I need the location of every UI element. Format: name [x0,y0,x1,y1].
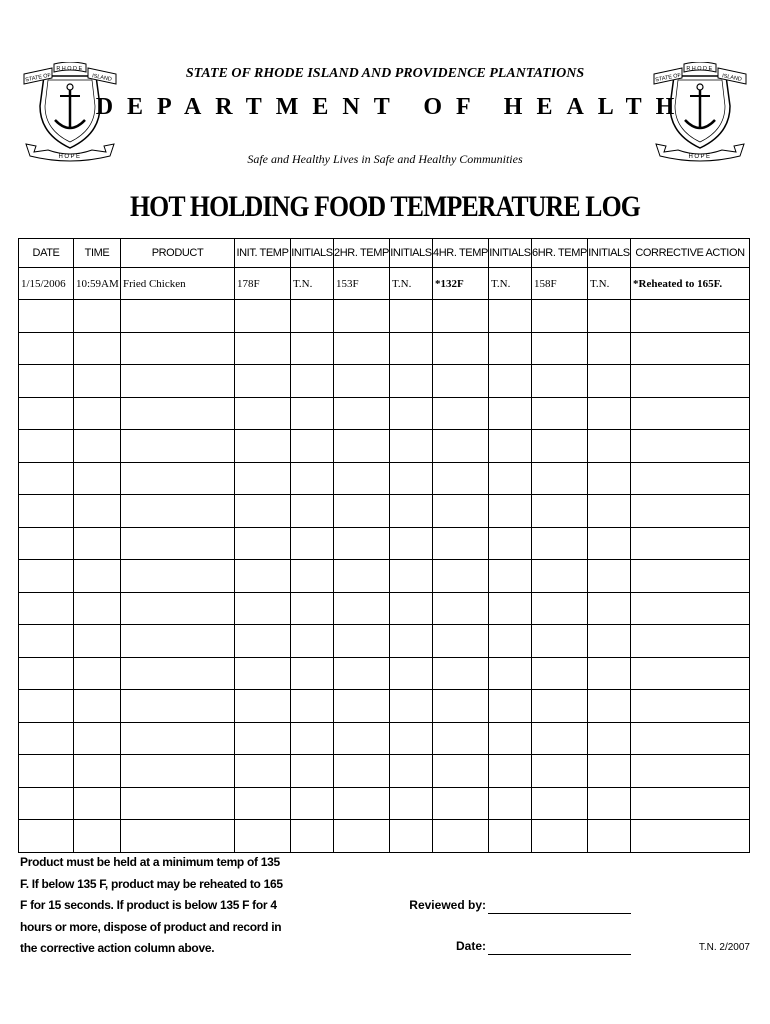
table-cell[interactable] [121,657,235,690]
table-cell[interactable] [489,560,532,593]
seal-banner-top: RHODE [686,66,714,72]
table-cell[interactable] [631,365,750,398]
table-cell[interactable] [334,625,390,658]
table-row [19,332,750,365]
table-cell[interactable] [235,365,291,398]
table-cell[interactable] [390,625,433,658]
table-row [19,625,750,658]
column-header: CORRECTIVE ACTION [631,239,750,268]
table-cell[interactable] [19,755,74,788]
table-cell[interactable] [74,820,121,853]
table-cell[interactable] [121,722,235,755]
table-cell[interactable] [390,462,433,495]
table-cell[interactable] [334,495,390,528]
department-heading: DEPARTMENT OF HEALTH [95,94,689,120]
table-header-row [19,239,750,268]
table-cell[interactable]: 158F [532,268,588,300]
table-cell[interactable] [433,430,489,463]
table-cell[interactable] [433,722,489,755]
table-row [19,787,750,820]
table-cell[interactable] [334,430,390,463]
table-cell[interactable] [235,690,291,723]
table-cell[interactable] [235,657,291,690]
table-cell[interactable]: 153F [334,268,390,300]
table-cell[interactable] [433,397,489,430]
table-cell[interactable] [631,560,750,593]
table-cell[interactable] [334,365,390,398]
table-cell[interactable] [235,300,291,333]
table-cell[interactable] [291,397,334,430]
table-cell[interactable] [433,365,489,398]
table-cell[interactable] [532,527,588,560]
table-cell[interactable] [334,527,390,560]
table-row [19,365,750,398]
table-cell[interactable] [588,332,631,365]
table-cell[interactable] [433,755,489,788]
table-cell[interactable] [489,722,532,755]
table-cell[interactable] [19,625,74,658]
table-cell[interactable] [334,690,390,723]
table-cell[interactable] [121,690,235,723]
table-cell[interactable] [121,332,235,365]
table-cell[interactable] [19,332,74,365]
column-header: 4HR. TEMP [433,239,489,268]
table-cell[interactable] [291,625,334,658]
table-cell[interactable] [334,820,390,853]
table-cell[interactable]: 1/15/2006 [19,268,74,300]
table-cell[interactable] [489,820,532,853]
table-cell[interactable] [390,300,433,333]
table-cell[interactable] [532,787,588,820]
table-row [19,268,750,300]
table-cell[interactable]: T.N. [291,268,334,300]
table-cell[interactable] [532,300,588,333]
table-cell[interactable] [334,755,390,788]
table-cell[interactable] [235,495,291,528]
table-cell[interactable] [588,722,631,755]
table-cell[interactable] [588,527,631,560]
column-header: INIT. TEMP [235,239,291,268]
table-cell[interactable] [121,462,235,495]
table-cell[interactable] [291,592,334,625]
table-cell[interactable] [74,625,121,658]
table-cell[interactable] [390,657,433,690]
table-cell[interactable] [19,722,74,755]
table-row [19,397,750,430]
seal-banner-right: ISLAND [721,73,743,83]
table-cell[interactable] [433,495,489,528]
table-cell[interactable] [433,462,489,495]
column-header: 2HR. TEMP [334,239,390,268]
table-cell[interactable] [631,625,750,658]
table-cell[interactable] [532,397,588,430]
table-cell[interactable] [489,462,532,495]
table-cell[interactable] [489,332,532,365]
table-cell[interactable] [121,495,235,528]
column-header: PRODUCT [121,239,235,268]
table-cell[interactable] [291,787,334,820]
table-cell[interactable] [433,332,489,365]
table-cell[interactable] [121,397,235,430]
table-cell[interactable] [19,787,74,820]
table-cell[interactable] [631,787,750,820]
table-cell[interactable] [291,495,334,528]
table-cell[interactable] [390,722,433,755]
table-cell[interactable] [19,397,74,430]
table-cell[interactable] [291,560,334,593]
table-cell[interactable] [334,300,390,333]
table-cell[interactable] [19,365,74,398]
table-cell[interactable] [291,527,334,560]
table-cell[interactable] [433,657,489,690]
table-cell[interactable] [532,625,588,658]
table-cell[interactable] [631,495,750,528]
table-cell[interactable] [74,690,121,723]
table-cell[interactable] [588,657,631,690]
table-cell[interactable] [235,625,291,658]
temperature-log-table [18,238,750,853]
table-cell[interactable] [489,657,532,690]
table-cell[interactable] [291,300,334,333]
reviewed-by-label: Reviewed by: [409,898,486,912]
table-cell[interactable] [74,657,121,690]
table-cell[interactable] [291,365,334,398]
table-cell[interactable] [532,365,588,398]
table-cell[interactable] [334,462,390,495]
table-cell[interactable] [19,462,74,495]
table-row [19,462,750,495]
table-cell[interactable]: Fried Chicken [121,268,235,300]
table-cell[interactable] [489,397,532,430]
table-cell[interactable] [235,592,291,625]
table-cell[interactable] [532,332,588,365]
table-cell[interactable] [631,332,750,365]
table-cell[interactable] [291,657,334,690]
table-cell[interactable] [588,430,631,463]
table-row [19,300,750,333]
table-cell[interactable] [433,625,489,658]
table-cell[interactable]: 10:59AM [74,268,121,300]
table-cell[interactable] [433,820,489,853]
table-cell[interactable] [74,755,121,788]
table-row [19,527,750,560]
table-cell[interactable] [588,690,631,723]
table-cell[interactable] [121,365,235,398]
table-cell[interactable] [390,332,433,365]
table-cell[interactable] [588,755,631,788]
table-cell[interactable] [390,592,433,625]
table-cell[interactable] [121,592,235,625]
table-cell[interactable] [74,430,121,463]
table-cell[interactable] [588,495,631,528]
table-cell[interactable] [235,527,291,560]
table-cell[interactable] [19,657,74,690]
table-cell[interactable] [532,690,588,723]
table-cell[interactable] [631,592,750,625]
table-cell[interactable] [390,397,433,430]
table-cell[interactable] [631,462,750,495]
table-row [19,690,750,723]
log-title: HOT HOLDING FOOD TEMPERATURE LOG [129,190,641,223]
table-cell[interactable] [390,787,433,820]
table-cell[interactable] [631,755,750,788]
table-cell[interactable] [291,690,334,723]
table-cell[interactable] [489,592,532,625]
table-cell[interactable] [532,430,588,463]
table-cell[interactable] [334,592,390,625]
table-cell[interactable] [121,625,235,658]
table-cell[interactable] [532,495,588,528]
table-cell[interactable]: T.N. [588,268,631,300]
table-cell[interactable] [74,300,121,333]
table-cell[interactable] [631,722,750,755]
date-label: Date: [455,939,486,953]
table-cell[interactable] [235,462,291,495]
table-cell[interactable] [489,625,532,658]
table-cell[interactable] [433,592,489,625]
table-row [19,657,750,690]
table-cell[interactable] [19,820,74,853]
table-row [19,755,750,788]
table-cell[interactable] [74,397,121,430]
table-cell[interactable] [489,365,532,398]
table-cell[interactable] [390,495,433,528]
table-row [19,820,750,853]
table-cell[interactable] [532,592,588,625]
column-header: INITIALS [291,239,334,268]
table-cell[interactable] [390,690,433,723]
table-cell[interactable] [291,332,334,365]
table-cell[interactable] [334,397,390,430]
table-cell[interactable] [433,787,489,820]
table-cell[interactable] [390,755,433,788]
table-cell[interactable] [334,722,390,755]
table-cell[interactable]: T.N. [390,268,433,300]
table-cell[interactable] [121,527,235,560]
table-cell[interactable] [489,300,532,333]
table-cell[interactable] [334,787,390,820]
state-name-heading: STATE OF RHODE ISLAND AND PROVIDENCE PLANTATIONS [185,66,585,81]
seal-banner-top: RHODE [56,66,84,72]
table-cell[interactable] [19,592,74,625]
seal-banner-left: STATE OF [654,72,682,84]
table-cell[interactable] [588,365,631,398]
table-cell[interactable] [489,430,532,463]
table-cell[interactable] [121,755,235,788]
table-cell[interactable] [74,722,121,755]
table-cell[interactable] [532,722,588,755]
table-cell[interactable] [631,397,750,430]
table-cell[interactable] [19,560,74,593]
form-revision-code: T.N. 2/2007 [698,942,750,953]
seal-motto: HOPE [58,154,82,160]
table-cell[interactable] [19,495,74,528]
reviewed-by-signature-line[interactable] [488,912,631,914]
table-cell[interactable] [588,625,631,658]
table-cell[interactable] [235,722,291,755]
table-cell[interactable] [74,787,121,820]
seal-banner-right: ISLAND [91,73,113,83]
table-cell[interactable] [588,462,631,495]
table-cell[interactable] [489,787,532,820]
table-cell[interactable] [631,300,750,333]
table-cell[interactable] [19,690,74,723]
table-cell[interactable] [19,300,74,333]
seal-banner-left: STATE OF [24,72,52,84]
table-cell[interactable] [631,657,750,690]
department-slogan: Safe and Healthy Lives in Safe and Healthy Communities [247,152,523,166]
seal-motto: HOPE [688,154,712,160]
table-cell[interactable] [631,430,750,463]
table-cell[interactable] [390,820,433,853]
table-cell[interactable] [588,300,631,333]
table-cell[interactable] [334,657,390,690]
table-cell[interactable] [588,592,631,625]
table-cell[interactable] [390,365,433,398]
table-cell[interactable] [235,560,291,593]
table-cell[interactable] [631,690,750,723]
column-header: INITIALS [489,239,532,268]
table-cell[interactable] [291,430,334,463]
table-cell[interactable] [588,820,631,853]
table-cell[interactable] [588,787,631,820]
column-header: 6HR. TEMP [532,239,588,268]
table-cell[interactable] [532,462,588,495]
table-cell[interactable] [291,462,334,495]
table-cell[interactable] [489,755,532,788]
table-cell[interactable] [532,820,588,853]
table-cell[interactable] [121,787,235,820]
table-cell[interactable] [532,560,588,593]
table-row [19,722,750,755]
table-cell[interactable] [588,397,631,430]
table-cell[interactable] [121,430,235,463]
table-cell[interactable] [74,592,121,625]
table-cell[interactable] [631,820,750,853]
column-header: TIME [74,239,121,268]
table-cell[interactable] [235,755,291,788]
table-cell[interactable] [390,560,433,593]
table-cell[interactable] [19,430,74,463]
table-cell[interactable] [334,332,390,365]
table-cell[interactable]: 178F [235,268,291,300]
table-cell[interactable]: *132F [433,268,489,300]
table-cell[interactable] [532,657,588,690]
table-cell[interactable] [121,560,235,593]
table-cell[interactable] [235,430,291,463]
table-cell[interactable] [433,300,489,333]
table-cell[interactable] [291,820,334,853]
table-cell[interactable] [433,560,489,593]
table-cell[interactable] [390,430,433,463]
table-cell[interactable] [489,495,532,528]
table-row [19,592,750,625]
table-cell[interactable] [74,495,121,528]
table-cell[interactable]: T.N. [489,268,532,300]
table-cell[interactable] [291,722,334,755]
table-cell[interactable] [235,332,291,365]
column-header: INITIALS [588,239,631,268]
table-cell[interactable] [235,820,291,853]
table-cell[interactable]: *Reheated to 165F. [631,268,750,300]
column-header: INITIALS [390,239,433,268]
table-cell[interactable] [631,527,750,560]
table-cell[interactable] [235,397,291,430]
table-cell[interactable] [235,787,291,820]
holding-instructions-note: Product must be held at a minimum temp of 135 F. If below 135 F, product may be reheated to 165 F for 15 seconds. If product is below 135 F for 4 hours or more, dispose of product and record in the corrective action column above. [20,855,283,955]
table-cell[interactable] [532,755,588,788]
table-row [19,560,750,593]
table-cell[interactable] [433,690,489,723]
table-cell[interactable] [74,365,121,398]
table-cell[interactable] [121,300,235,333]
table-cell[interactable] [74,332,121,365]
table-cell[interactable] [74,527,121,560]
table-cell[interactable] [74,462,121,495]
table-cell[interactable] [489,690,532,723]
table-cell[interactable] [19,527,74,560]
table-cell[interactable] [291,755,334,788]
table-row [19,495,750,528]
table-row [19,430,750,463]
date-signature-line[interactable] [488,953,631,955]
table-cell[interactable] [74,560,121,593]
table-cell[interactable] [390,527,433,560]
column-header: DATE [19,239,74,268]
table-cell[interactable] [433,527,489,560]
table-cell[interactable] [334,560,390,593]
table-cell[interactable] [489,527,532,560]
table-cell[interactable] [588,560,631,593]
table-cell[interactable] [121,820,235,853]
